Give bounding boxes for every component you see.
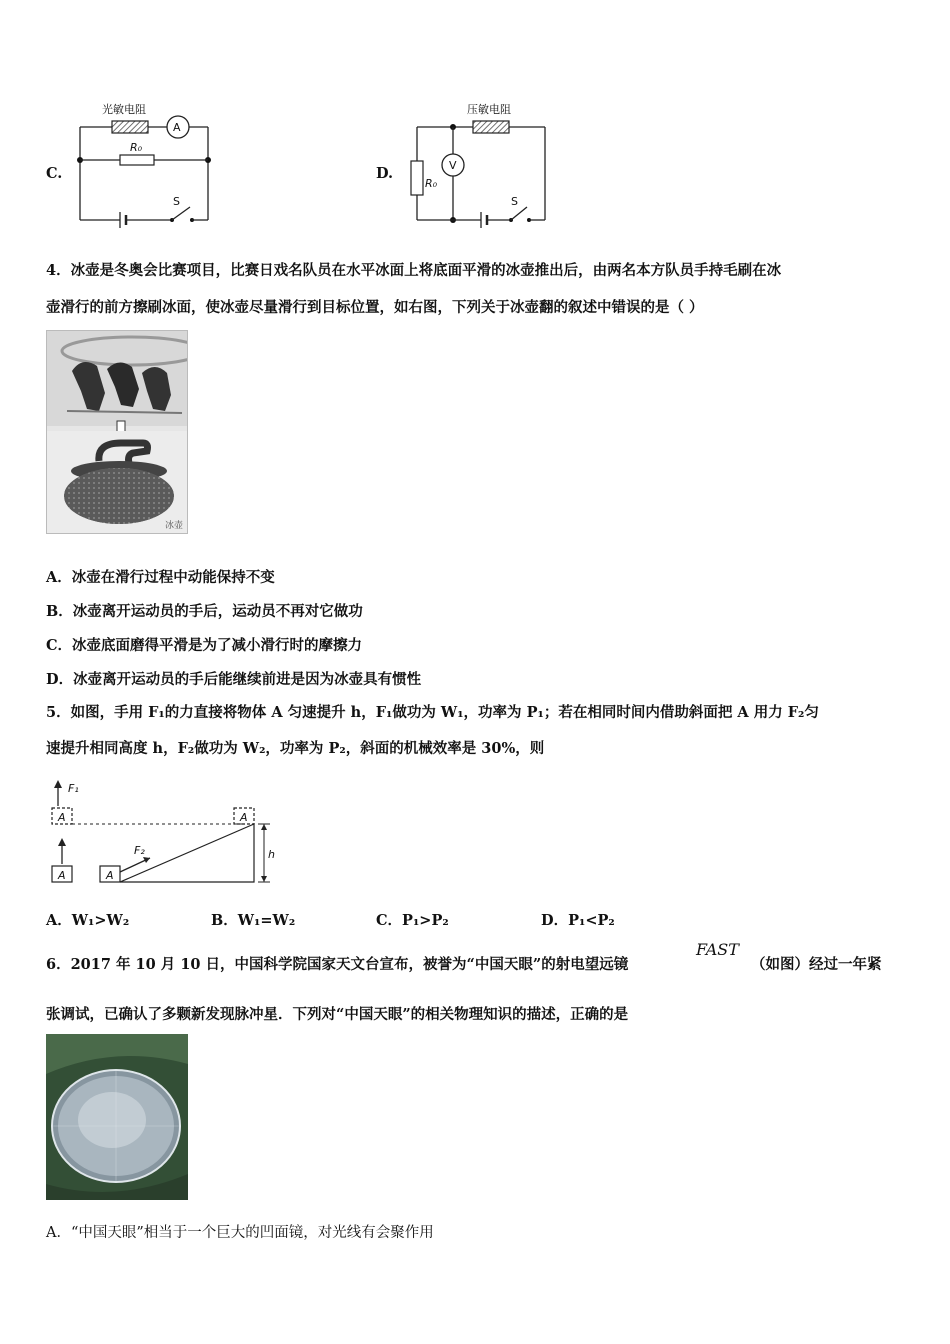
question-4-option-d[interactable]: D．冰壶离开运动员的手后能继续前进是因为冰壶具有惯性: [46, 671, 422, 688]
question-5-option-c[interactable]: C．P₁>P₂: [376, 912, 449, 929]
question-4-line-2: 壶滑行的前方擦刷冰面，使冰壶尽量滑行到目标位置，如右图，下列关于冰壶翻的叙述中错误的是（ ）: [46, 299, 704, 316]
question-6-line-1a: 6．2017 年 10 月 10 日，中国科学院国家天文台宣布，被誉为“中国天眼”的射电望远镜: [46, 956, 629, 973]
fixed-resistor-label: R₀: [130, 141, 143, 154]
question-4-option-a[interactable]: A．冰壶在滑行过程中动能保持不变: [46, 569, 275, 586]
svg-text:A: A: [240, 811, 248, 824]
option-letter-c: C.: [46, 165, 63, 182]
fixed-resistor-r0: [120, 155, 154, 165]
svg-text:A: A: [58, 811, 66, 824]
switch-label: S: [511, 195, 518, 208]
question-5-option-b[interactable]: B．W₁=W₂: [211, 912, 296, 929]
switch: [172, 207, 190, 220]
option-letter-d: D.: [376, 165, 394, 182]
height-label: h: [268, 848, 275, 861]
pressure-sensitive-resistor-label: 压敏电阻: [467, 103, 511, 116]
fast-telescope-photo: [46, 1034, 188, 1200]
incline-diagram: [46, 778, 286, 888]
question-5-line-2: 速提升相同高度 h，F₂做功为 W₂，功率为 P₂，斜面的机械效率是 30%，则: [46, 740, 545, 757]
photo-watermark: 冰壶: [164, 521, 183, 531]
pressure-sensitive-resistor: [473, 121, 509, 133]
question-4-option-c[interactable]: C．冰壶底面磨得平滑是为了减小滑行时的摩擦力: [46, 637, 363, 654]
question-4-line-1: 4．冰壶是冬奥会比赛项目，比赛日戏名队员在水平冰面上将底面平滑的冰壶推出后，由两名本方队员手持毛刷在冰: [46, 262, 782, 279]
svg-text:A: A: [106, 869, 114, 882]
svg-text:A: A: [58, 869, 66, 882]
voltmeter-label: V: [449, 159, 457, 172]
question-5-option-d[interactable]: D．P₁<P₂: [541, 912, 615, 929]
question-4-option-b[interactable]: B．冰壶离开运动员的手后，运动员不再对它做功: [46, 603, 363, 620]
fixed-resistor-label: R₀: [425, 177, 438, 190]
question-5-line-1: 5．如图，手用 F₁的力直接将物体 A 匀速提升 h，F₁做功为 W₁，功率为 P₁；若在相同时间内借助斜面把 A 用力 F₂匀: [46, 704, 819, 721]
fast-label: FAST: [696, 940, 739, 959]
circuit-diagram-c: [70, 95, 230, 230]
question-6-option-a[interactable]: A．“中国天眼”相当于一个巨大的凹面镜，对光线有会聚作用: [46, 1225, 434, 1241]
ammeter-label: A: [173, 121, 181, 134]
switch: [511, 207, 527, 220]
fixed-resistor-r0: [411, 161, 423, 195]
force-f2-label: F₂: [134, 844, 145, 857]
switch-label: S: [173, 195, 180, 208]
question-6-line-2: 张调试，已确认了多颗新发现脉冲星．下列对“中国天眼”的相关物理知识的描述，正确的是: [46, 1006, 629, 1023]
curling-photo: [46, 330, 188, 534]
light-sensitive-resistor: [112, 121, 148, 133]
question-5-option-a[interactable]: A．W₁>W₂: [46, 912, 130, 929]
light-sensitive-resistor-label: 光敏电阻: [102, 103, 146, 116]
question-6-line-1b: （如图）经过一年紧: [751, 956, 882, 973]
force-f1-label: F₁: [68, 782, 79, 795]
circuit-diagram-d: [405, 95, 565, 230]
